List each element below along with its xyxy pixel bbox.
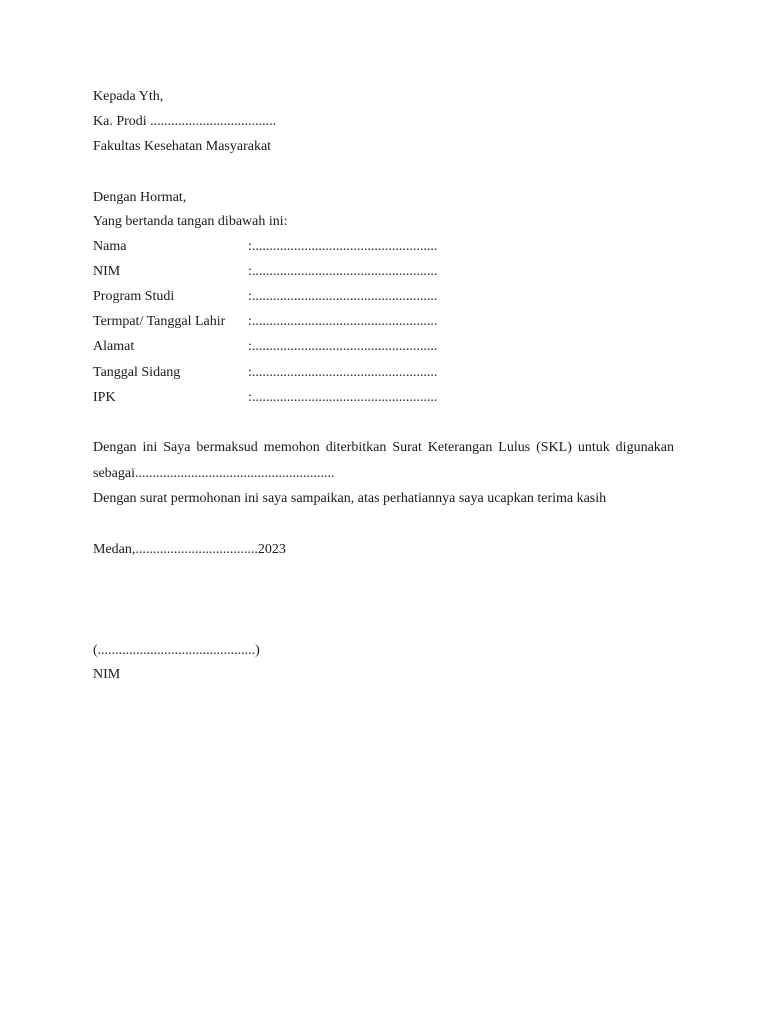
field-label: NIM: [93, 264, 121, 279]
field-row-tanggal-sidang: [93, 364, 473, 382]
signature-name-placeholder: (.............................................): [93, 643, 260, 658]
field-row-nim: [93, 263, 473, 281]
field-value: :.....................................................: [248, 314, 438, 329]
field-value: :.....................................................: [248, 289, 438, 304]
field-label: Alamat: [93, 339, 135, 354]
field-row-alamat: [93, 338, 473, 356]
addressee-line-1: Kepada Yth,: [93, 89, 164, 104]
field-row-ipk: [93, 389, 473, 407]
field-row-nama: [93, 238, 473, 256]
addressee-line-2: Ka. Prodi ....................................: [93, 114, 277, 129]
field-value: :.....................................................: [248, 239, 438, 254]
field-row-tempat-tanggal-lahir: [93, 313, 473, 331]
field-value: :.....................................................: [248, 390, 438, 405]
intro-text: Yang bertanda tangan dibawah ini:: [93, 214, 288, 229]
field-value: :.....................................................: [248, 264, 438, 279]
field-label: IPK: [93, 390, 116, 405]
signature-nim-label: NIM: [93, 667, 121, 682]
field-row-program-studi: [93, 288, 473, 306]
closing-paragraph: Dengan surat permohonan ini saya sampaikan, atas perhatiannya saya ucapkan terima kasih: [93, 491, 607, 506]
field-value: :.....................................................: [248, 365, 438, 380]
field-label: Program Studi: [93, 289, 175, 304]
field-label: Tanggal Sidang: [93, 365, 181, 380]
addressee-line-3: Fakultas Kesehatan Masyarakat: [93, 139, 272, 154]
field-label: Termpat/ Tanggal Lahir: [93, 314, 226, 329]
greeting: Dengan Hormat,: [93, 190, 187, 205]
place-date: Medan,...................................2023: [93, 542, 286, 557]
field-label: Nama: [93, 239, 127, 254]
field-value: :.....................................................: [248, 339, 438, 354]
request-paragraph: Dengan ini Saya bermaksud memohon diterbitkan Surat Keterangan Lulus (SKL) untuk digunakan sebagai.........................................................: [93, 440, 674, 481]
